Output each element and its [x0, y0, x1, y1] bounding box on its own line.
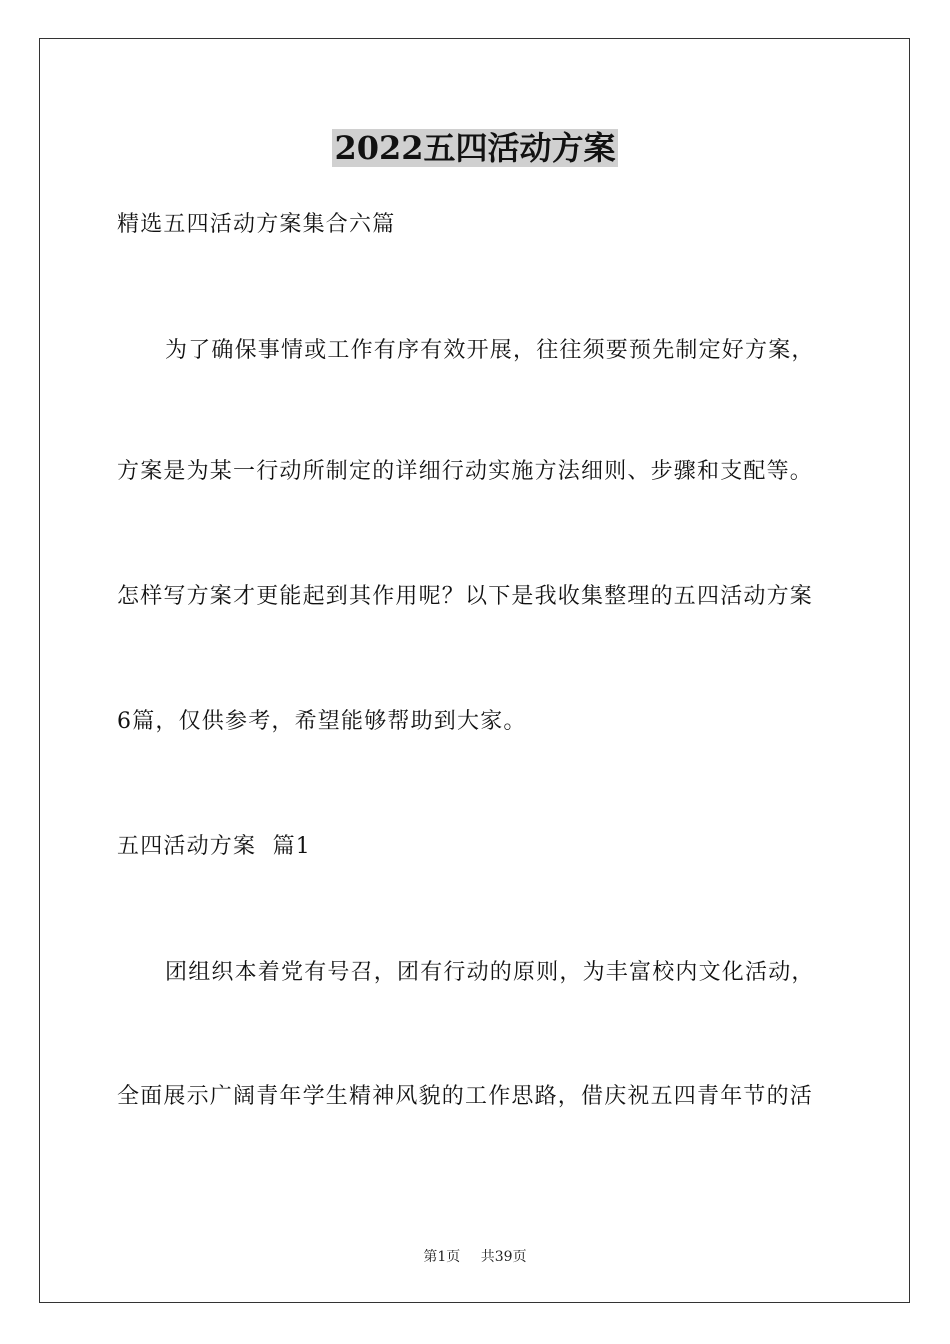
page-number: 第1页 — [423, 1249, 461, 1265]
document-title-text: 2022五四活动方案 — [334, 129, 616, 167]
document-subtitle: 精选五四活动方案集合六篇 — [117, 212, 396, 237]
section-line: 团组织本着党有号召，团有行动的原则，为丰富校内文化活动， — [165, 960, 815, 985]
page-total: 共39页 — [480, 1249, 527, 1265]
paragraph-line: 6篇，仅供参考，希望能够帮助到大家。 — [117, 709, 527, 734]
section-heading: 五四活动方案 篇1 — [117, 834, 311, 859]
paragraph-line: 怎样写方案才更能起到其作用呢？以下是我收集整理的五四活动方案 — [117, 584, 814, 609]
paragraph-line: 为了确保事情或工作有序有效开展，往往须要预先制定好方案， — [165, 338, 815, 363]
page-footer — [0, 1247, 950, 1267]
section-line: 全面展示广阔青年学生精神风貌的工作思路，借庆祝五四青年节的活 — [117, 1084, 814, 1109]
paragraph-line: 方案是为某一行动所制定的详细行动实施方法细则、步骤和支配等。 — [117, 459, 814, 484]
document-title — [0, 128, 950, 168]
